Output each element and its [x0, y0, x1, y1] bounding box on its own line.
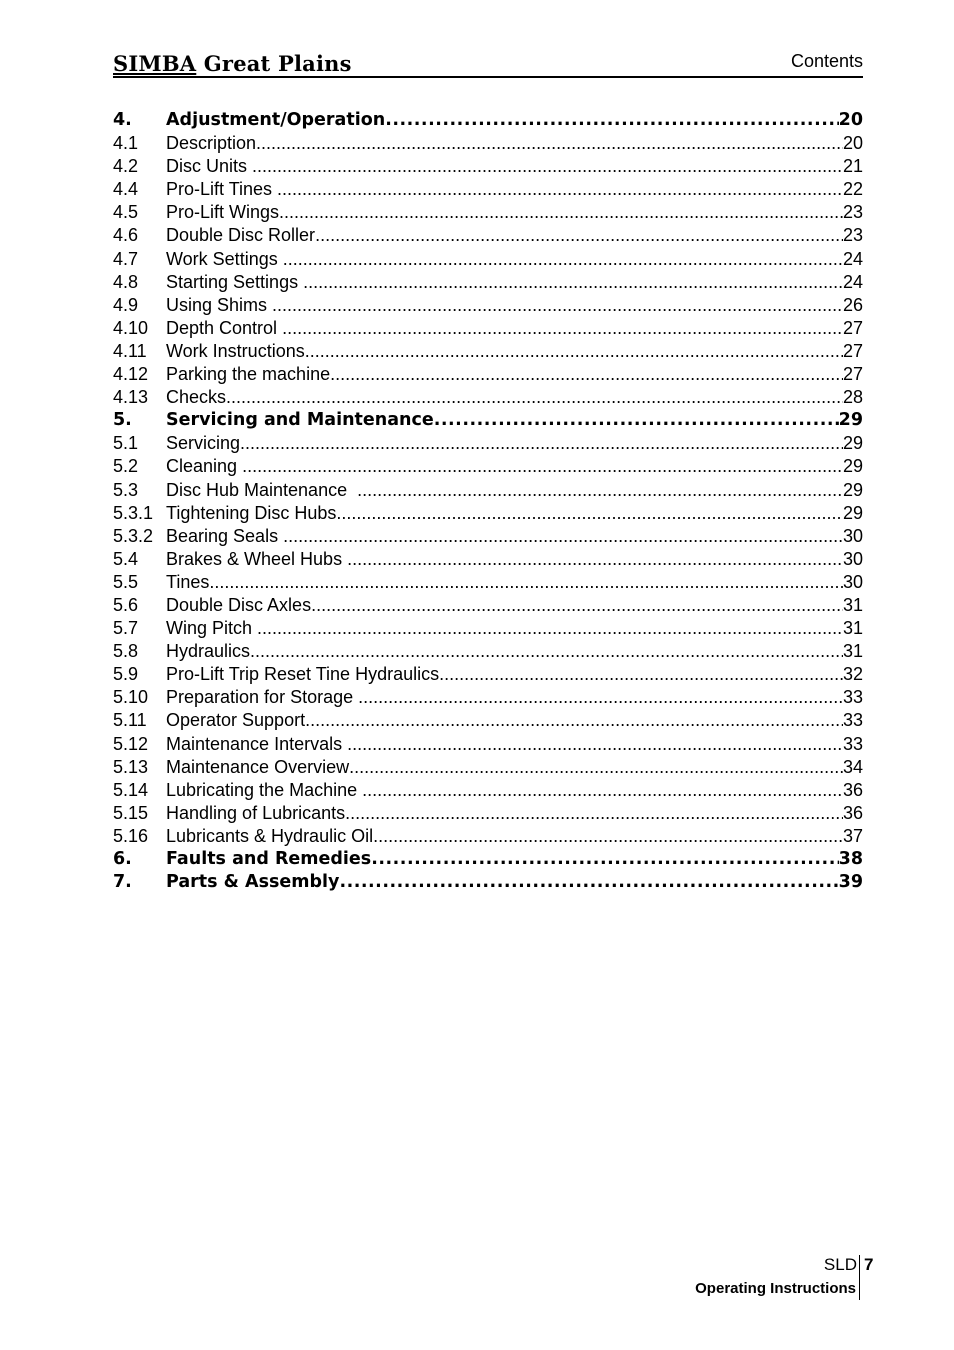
toc-entry-number: 5.11 [113, 710, 147, 731]
toc-dot-leader [357, 479, 843, 502]
footer-doc-title: Operating Instructions [695, 1280, 856, 1297]
toc-entry-number: 4.2 [113, 156, 139, 177]
toc-entry[interactable] [113, 178, 863, 201]
toc-entry-number: 5.3 [113, 479, 139, 500]
toc-entry[interactable] [113, 802, 863, 825]
logo-brand: SIMBA [113, 51, 197, 76]
toc-entry-page: 23 [842, 225, 863, 246]
toc-dot-leader [305, 340, 843, 363]
toc-entry-number: 5.8 [113, 641, 139, 662]
toc-entry-page: 27 [842, 317, 863, 338]
toc-chapter-entry[interactable] [113, 409, 863, 432]
toc-entry-title: Lubricating the Machine [166, 779, 363, 800]
toc-entry-number: 4.12 [113, 364, 149, 385]
toc-dot-leader [283, 248, 843, 271]
toc-entry[interactable] [113, 686, 863, 709]
toc-entry-number: 5.10 [113, 687, 149, 708]
toc-entry-page: 22 [842, 179, 863, 200]
toc-entry-page: 26 [842, 294, 863, 315]
toc-entry-number: 4.5 [113, 202, 139, 223]
toc-entry-number: 5.7 [113, 618, 139, 639]
toc-entry[interactable] [113, 340, 863, 363]
toc-entry[interactable] [113, 271, 863, 294]
toc-entry-page: 30 [842, 571, 863, 592]
toc-dot-leader [439, 663, 843, 686]
toc-entry-page: 33 [842, 710, 863, 731]
toc-entry-title: Pro-Lift Tines [166, 179, 278, 200]
toc-entry-page: 32 [842, 664, 863, 685]
page-header [113, 48, 863, 78]
toc-entry-title: Preparation for Storage [166, 687, 359, 708]
toc-entry-number: 5.1 [113, 433, 139, 454]
toc-dot-leader [315, 224, 843, 247]
toc-entry-page: 29 [838, 410, 863, 431]
toc-entry-title: Servicing [166, 433, 241, 454]
toc-entry-page: 30 [842, 548, 863, 569]
toc-entry-number: 4.13 [113, 387, 149, 408]
toc-entry-page: 29 [842, 433, 863, 454]
toc-entry-title: Faults and Remedies [166, 849, 372, 869]
toc-entry[interactable] [113, 363, 863, 386]
toc-entry[interactable] [113, 594, 863, 617]
toc-entry-title: Lubricants & Hydraulic Oil [166, 825, 374, 846]
toc-dot-leader [362, 779, 843, 802]
toc-entry-number: 4.10 [113, 317, 149, 338]
toc-entry-title: Using Shims [166, 294, 273, 315]
logo-product: Great Plains [196, 51, 352, 76]
toc-dot-leader [303, 271, 843, 294]
toc-entry-page: 21 [842, 156, 863, 177]
footer-divider [859, 1255, 860, 1300]
toc-entry-title: Operator Support [166, 710, 306, 731]
toc-dot-leader [385, 109, 838, 132]
toc-entry-title: Tines [166, 571, 210, 592]
toc-entry[interactable] [113, 709, 863, 732]
section-title: Contents [790, 51, 863, 71]
toc-dot-leader [250, 640, 843, 663]
toc-entry[interactable] [113, 155, 863, 178]
toc-dot-leader [339, 871, 838, 894]
toc-entry-page: 20 [838, 110, 863, 130]
toc-entry[interactable] [113, 617, 863, 640]
toc-entry-page: 23 [842, 202, 863, 223]
toc-entry-title: Parking the machine [166, 364, 331, 385]
toc-entry[interactable] [113, 779, 863, 802]
toc-dot-leader [252, 155, 843, 178]
toc-dot-leader [240, 432, 843, 455]
toc-entry-number: 4.8 [113, 271, 139, 292]
toc-dot-leader [349, 756, 843, 779]
table-of-contents [113, 109, 863, 894]
toc-entry-page: 29 [842, 479, 863, 500]
toc-entry[interactable] [113, 317, 863, 340]
toc-entry[interactable] [113, 294, 863, 317]
toc-entry-title: Maintenance Intervals [166, 733, 348, 754]
simba-great-plains-logo [113, 52, 352, 76]
toc-entry[interactable] [113, 525, 863, 548]
toc-entry-title: Bearing Seals [166, 525, 284, 546]
toc-entry[interactable] [113, 132, 863, 155]
toc-dot-leader [371, 848, 838, 871]
toc-entry-title: Double Disc Roller [166, 225, 316, 246]
toc-entry-number: 5.9 [113, 664, 139, 685]
toc-chapter-entry[interactable] [113, 109, 863, 132]
toc-entry-page: 24 [842, 271, 863, 292]
toc-entry[interactable] [113, 386, 863, 409]
toc-entry[interactable] [113, 201, 863, 224]
toc-entry-title: Maintenance Overview [166, 756, 350, 777]
toc-entry-number: 5.15 [113, 802, 149, 823]
toc-entry-page: 20 [842, 133, 863, 154]
toc-entry-page: 29 [842, 456, 863, 477]
toc-entry-page: 34 [842, 756, 863, 777]
toc-entry[interactable] [113, 248, 863, 271]
toc-entry-title: Brakes & Wheel Hubs [166, 548, 348, 569]
toc-entry-number: 4.9 [113, 294, 139, 315]
toc-entry[interactable] [113, 640, 863, 663]
toc-entry-number: 5.3.2 [113, 525, 154, 546]
toc-entry-page: 31 [842, 594, 863, 615]
toc-entry-number: 5.4 [113, 548, 139, 569]
toc-dot-leader [347, 548, 843, 571]
toc-entry-number: 4.1 [113, 133, 139, 154]
toc-entry[interactable] [113, 479, 863, 502]
toc-dot-leader [345, 802, 843, 825]
toc-entry-page: 29 [842, 502, 863, 523]
toc-dot-leader [272, 294, 843, 317]
toc-entry[interactable] [113, 571, 863, 594]
page-number: 7 [864, 1255, 874, 1274]
toc-entry-page: 38 [838, 849, 863, 869]
toc-entry[interactable] [113, 224, 863, 247]
footer-doc-code: SLD [823, 1255, 857, 1274]
toc-chapter-entry[interactable] [113, 871, 863, 894]
toc-entry-title: Cleaning [166, 456, 243, 477]
toc-entry-page: 33 [842, 687, 863, 708]
toc-dot-leader [209, 571, 843, 594]
toc-entry-number: 4.4 [113, 179, 139, 200]
toc-entry-number: 5.2 [113, 456, 139, 477]
toc-entry-page: 31 [842, 641, 863, 662]
toc-entry[interactable] [113, 756, 863, 779]
toc-entry-title: Pro-Lift Wings [166, 202, 280, 223]
toc-entry-number: 5.14 [113, 779, 149, 800]
toc-entry-page: 36 [842, 802, 863, 823]
toc-entry-number: 6. [113, 849, 132, 869]
toc-entry-title: Disc Units [166, 156, 253, 177]
toc-dot-leader [283, 525, 843, 548]
toc-entry-page: 39 [838, 872, 863, 893]
toc-entry-title: Work Settings [166, 248, 283, 269]
toc-dot-leader [336, 502, 843, 525]
toc-entry-number: 5.16 [113, 825, 149, 846]
toc-entry-title: Work Instructions [166, 340, 305, 361]
toc-dot-leader [226, 386, 843, 409]
toc-entry-page: 36 [842, 779, 863, 800]
toc-entry[interactable] [113, 663, 863, 686]
toc-entry-number: 5.5 [113, 571, 139, 592]
toc-entry[interactable] [113, 733, 863, 756]
toc-entry-number: 5.12 [113, 733, 149, 754]
toc-entry-title: Starting Settings [166, 271, 304, 292]
toc-entry-title: Hydraulics [166, 641, 251, 662]
toc-entry-page: 33 [842, 733, 863, 754]
toc-dot-leader [330, 363, 843, 386]
toc-entry-title: Depth Control [166, 317, 283, 338]
toc-entry-title: Parts & Assembly [166, 872, 340, 893]
toc-entry-title: Disc Hub Maintenance [166, 479, 358, 500]
toc-entry-page: 28 [842, 387, 863, 408]
toc-dot-leader [257, 617, 843, 640]
toc-entry-page: 30 [842, 525, 863, 546]
toc-dot-leader [242, 455, 843, 478]
toc-entry-title: Pro-Lift Trip Reset Tine Hydraulics [166, 664, 440, 685]
toc-entry[interactable] [113, 548, 863, 571]
toc-dot-leader [311, 594, 843, 617]
toc-entry-title: Tightening Disc Hubs [166, 502, 337, 523]
toc-entry-title: Checks [166, 387, 227, 408]
toc-entry-number: 7. [113, 872, 132, 893]
toc-entry-title: Servicing and Maintenance [166, 410, 434, 431]
toc-entry[interactable] [113, 432, 863, 455]
toc-entry-number: 5.3.1 [113, 502, 154, 523]
toc-entry-title: Handling of Lubricants [166, 802, 346, 823]
toc-entry-page: 24 [842, 248, 863, 269]
toc-entry-number: 4.11 [113, 340, 147, 361]
toc-entry-page: 27 [842, 364, 863, 385]
toc-dot-leader [256, 132, 843, 155]
toc-entry-title: Double Disc Axles [166, 594, 312, 615]
toc-entry[interactable] [113, 825, 863, 848]
toc-dot-leader [277, 178, 843, 201]
toc-dot-leader [434, 409, 839, 432]
toc-dot-leader [358, 686, 843, 709]
toc-dot-leader [373, 825, 843, 848]
toc-dot-leader [305, 709, 843, 732]
toc-entry-number: 4.7 [113, 248, 139, 269]
toc-entry-page: 31 [842, 618, 863, 639]
toc-chapter-entry[interactable] [113, 848, 863, 871]
toc-entry-number: 4.6 [113, 225, 139, 246]
toc-entry[interactable] [113, 502, 863, 525]
toc-entry-page: 37 [842, 825, 863, 846]
toc-dot-leader [282, 317, 843, 340]
toc-entry-number: 5. [113, 410, 132, 431]
toc-dot-leader [279, 201, 843, 224]
toc-entry-title: Wing Pitch [166, 618, 258, 639]
toc-entry[interactable] [113, 455, 863, 478]
toc-dot-leader [347, 733, 843, 756]
toc-entry-title: Description [166, 133, 257, 154]
toc-entry-number: 5.6 [113, 594, 139, 615]
toc-entry-title: Adjustment/Operation [166, 110, 386, 130]
toc-entry-number: 4. [113, 110, 132, 130]
toc-entry-page: 27 [842, 340, 863, 361]
toc-entry-number: 5.13 [113, 756, 149, 777]
